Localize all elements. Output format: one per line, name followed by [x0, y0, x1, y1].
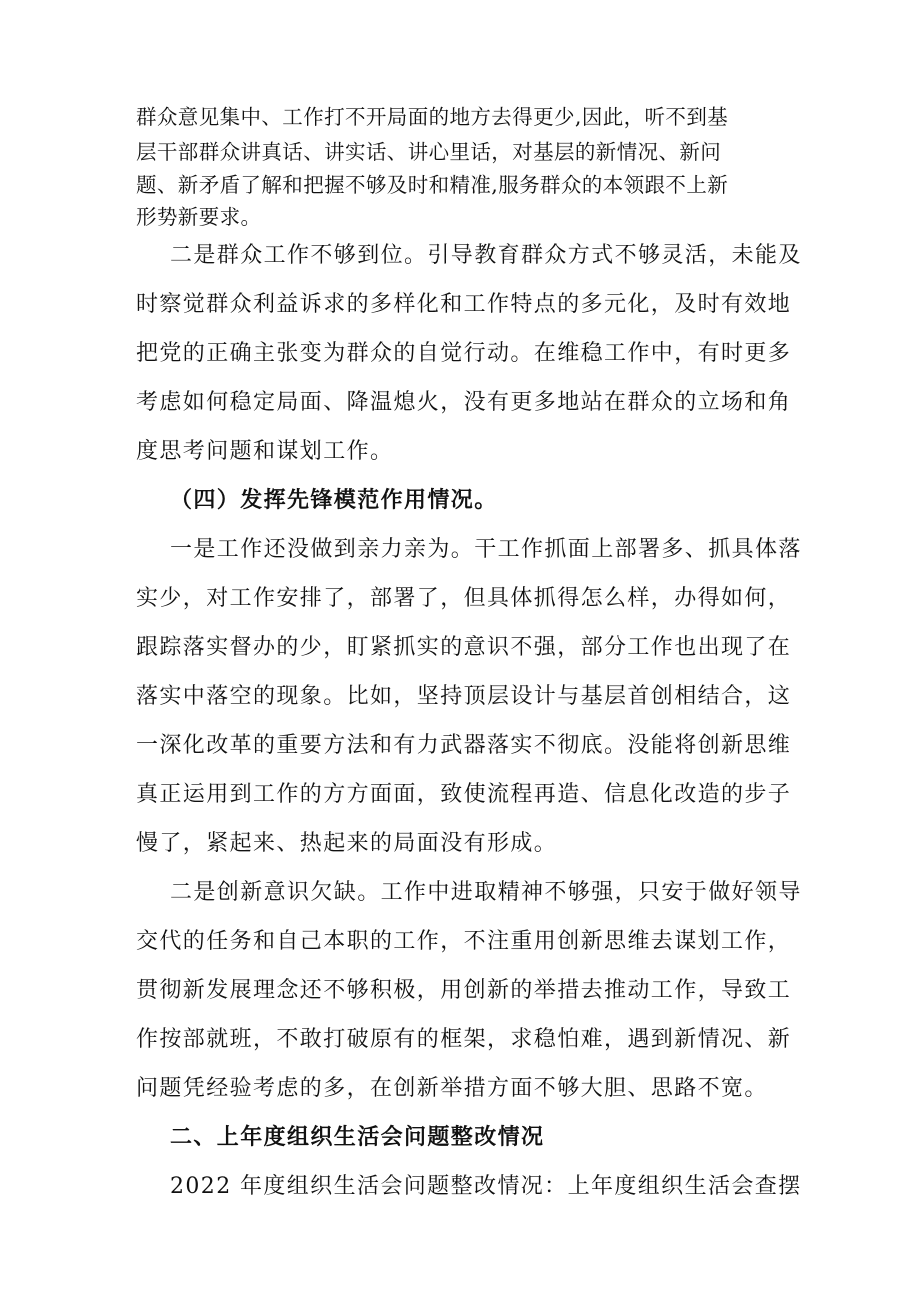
paragraph-line: 题、新矛盾了解和把握不够及时和精准,服务群众的本领跟不上新	[136, 173, 729, 197]
paragraph-line: 2022 年度组织生活会问题整改情况：上年度组织生活会查摆	[170, 1174, 802, 1199]
paragraph-line: 贯彻新发展理念还不够积极，用创新的举措去推动工作，导致工	[136, 978, 792, 1003]
paragraph-line: 实少，对工作安排了，部署了，但具体抓得怎么样，办得如何，	[136, 586, 792, 611]
paragraph-line: 层干部群众讲真话、讲实话、讲心里话，对基层的新情况、新问	[136, 140, 722, 164]
paragraph-line: 度思考问题和谋划工作。	[136, 439, 394, 464]
paragraph-line: 落实中落空的现象。比如，坚持顶层设计与基层首创相结合，这	[136, 684, 792, 709]
paragraph-line: 问题凭经验考虑的多，在创新举措方面不够大胆、思路不宽。	[136, 1076, 768, 1101]
section-heading: 二、上年度组织生活会问题整改情况	[170, 1125, 545, 1150]
paragraph-line: 二是创新意识欠缺。工作中进取精神不够强，只安于做好领导	[170, 880, 802, 905]
paragraph-line: 群众意见集中、工作打不开局面的地方去得更少,因此，听不到基	[136, 105, 729, 129]
paragraph-line: 一是工作还没做到亲力亲为。干工作抓面上部署多、抓具体落	[170, 537, 802, 562]
paragraph-line: 交代的任务和自己本职的工作，不注重用创新思维去谋划工作，	[136, 929, 792, 954]
paragraph-line: 形势新要求。	[136, 205, 262, 229]
paragraph-line: 时察觉群众利益诉求的多样化和工作特点的多元化，及时有效地	[136, 292, 792, 317]
paragraph-line: 把党的正确主张变为群众的自觉行动。在维稳工作中，有时更多	[136, 341, 792, 366]
paragraph-line: 作按部就班，不敢打破原有的框架，求稳怕难，遇到新情况、新	[136, 1027, 792, 1052]
paragraph-line: 二是群众工作不够到位。引导教育群众方式不够灵活，未能及	[170, 243, 802, 268]
paragraph-line: 慢了，紧起来、热起来的局面没有形成。	[136, 831, 558, 856]
paragraph-line: 一深化改革的重要方法和有力武器落实不彻底。没能将创新思维	[136, 733, 792, 758]
section-heading: （四）发挥先锋模范作用情况。	[170, 488, 498, 513]
paragraph-line: 真正运用到工作的方方面面，致使流程再造、信息化改造的步子	[136, 782, 792, 807]
paragraph-line: 考虑如何稳定局面、降温熄火，没有更多地站在群众的立场和角	[136, 390, 792, 415]
paragraph-line: 跟踪落实督办的少，盯紧抓实的意识不强，部分工作也出现了在	[136, 635, 792, 660]
